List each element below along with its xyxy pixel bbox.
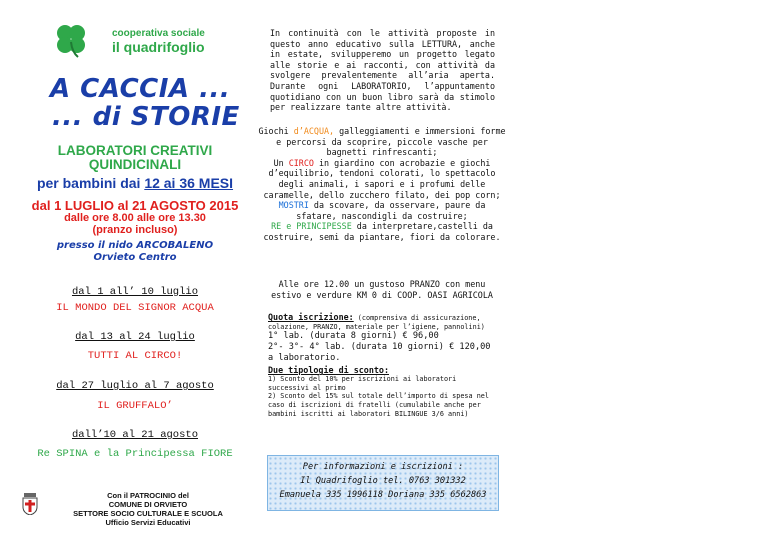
patron-line4: Ufficio Servizi Educativi xyxy=(105,518,191,527)
contact-line1: Per informazioni e iscrizioni : xyxy=(302,462,464,472)
logo xyxy=(54,22,224,62)
activity-circus-pre: Un xyxy=(273,157,289,168)
activity-kings-key: RE e PRINCIPESSE xyxy=(271,221,352,232)
activity-water-key: d’ACQUA, xyxy=(293,126,335,136)
age-months: 12 ai 36 MESI xyxy=(144,175,234,191)
activity-water-post: galleggiamenti e immersioni forme e percorsi da scoprire, piccole vasche per bagnetti rinfrescanti; xyxy=(276,126,506,158)
period-2-theme: TUTTI AL CIRCO! xyxy=(87,350,183,362)
activity-water-pre: Giochi xyxy=(258,126,294,136)
activity-monsters-post: da scovare, da osservare, paure da sfatare, nascondigli da costruire; xyxy=(296,200,486,221)
activity-monsters-key: MOSTRI xyxy=(278,200,309,211)
intro-paragraph: In continuità con le attività proposte in questo anno educativo sulla LETTURA, anche in estate, svilupperemo un progetto legato alle storie e ai racconti, con attività da svolgere prevalentemente all’aria aperta. Durante ogni LABORATORIO, l’appuntamento quotidiano con un buon libro sarà da stimolo per realizzare tante altre attività. xyxy=(270,28,495,113)
logo-line2: il quadrifoglio xyxy=(112,39,205,55)
lunch-note: Alle ore 12.00 un gustoso PRANZO con menu estivo e verdure KM 0 di COOP. OASI AGRICOLA xyxy=(271,279,493,300)
age-prefix: per bambini dai xyxy=(36,175,145,191)
fee-others: 2°- 3°- 4° lab. (durata 10 giorni) € 120,00 a laboratorio. xyxy=(268,342,491,364)
period-1-theme: IL MONDO DEL SIGNOR ACQUA xyxy=(56,302,214,314)
date-period: dal 1 LUGLIO al 21 AGOSTO 2015 xyxy=(31,198,239,213)
period-2-dates: dal 13 al 24 luglio xyxy=(75,331,195,343)
title-line2: ... di STORIE xyxy=(52,102,240,132)
location-name: presso il nido ARCOBALENO xyxy=(56,240,214,251)
age-range xyxy=(10,175,260,191)
hours: dalle ore 8.00 alle ore 13.30 xyxy=(64,212,206,224)
period-3-dates: dal 27 luglio al 7 agosto xyxy=(56,380,214,392)
contact-line3: Emanuela 335 1996118 Doriana 335 6562863 xyxy=(279,490,487,500)
title-line1: A CACCIA ... xyxy=(50,74,231,104)
subtitle-line2: QUINDICINALI xyxy=(88,157,182,172)
activity-circus xyxy=(258,158,506,200)
activity-circus-key: CIRCO xyxy=(288,157,314,168)
period-4-dates: dall’10 al 21 agosto xyxy=(71,429,199,441)
period-1-dates: dal 1 all’ 10 luglio xyxy=(71,286,199,298)
patronage xyxy=(58,491,238,527)
clover-icon xyxy=(54,22,88,58)
fees-section xyxy=(268,313,496,418)
fees-heading: Quota iscrizione: xyxy=(268,312,354,322)
location-place: Orvieto Centro xyxy=(93,252,177,263)
patron-line1: Con il PATROCINIO del xyxy=(107,491,189,500)
discount-2: 2) Sconto del 15% sul totale dell’importo di spesa nel caso di iscrizioni di fratelli (cumulabile anche per bambini iscritti ai laboratori BILINGUE 3/6 anni) xyxy=(268,392,489,418)
activity-kings-post: da interpretare,castelli da costruire, semi da piantare, fiori da colorare. xyxy=(263,221,501,242)
discount-heading: Due tipologie di sconto: xyxy=(268,365,390,376)
activity-water xyxy=(258,126,506,158)
patron-line2: COMUNE DI ORVIETO xyxy=(108,500,188,509)
patron-line3: SETTORE SOCIO CULTURALE E SCUOLA xyxy=(73,509,223,518)
activity-circus-post: in giardino con acrobazie e giochi d’equilibrio, tendoni colorati, lo spettacolo degli animali, i sapori e i profumi delle caramelle, dello zucchero filato, dei pop corn; xyxy=(263,157,501,200)
period-4-theme: Re SPINA e la Principessa FIORE xyxy=(37,448,233,460)
contact-box xyxy=(267,455,499,511)
discount-1: 1) Sconto del 10% per iscrizioni ai laboratori successivi al primo xyxy=(268,375,457,392)
contact-line2: Il Quadrifoglio tel. 0763 301332 xyxy=(300,476,466,486)
coat-of-arms-icon xyxy=(22,493,38,515)
activity-kings xyxy=(258,221,506,242)
subtitle-line1: LABORATORI CREATIVI xyxy=(57,143,213,158)
lunch-included: (pranzo incluso) xyxy=(92,224,178,236)
fees-included: (comprensiva di assicurazione, colazione, PRANZO, materiale per l’igiene, pannolini) xyxy=(268,314,485,331)
logo-line1: cooperativa sociale xyxy=(112,28,205,39)
period-3-theme: IL GRUFFALO’ xyxy=(97,400,173,412)
activities xyxy=(258,126,506,243)
fee-first: 1° lab. (durata 8 giorni) € 96,00 xyxy=(268,331,439,342)
activity-monsters xyxy=(258,200,506,221)
